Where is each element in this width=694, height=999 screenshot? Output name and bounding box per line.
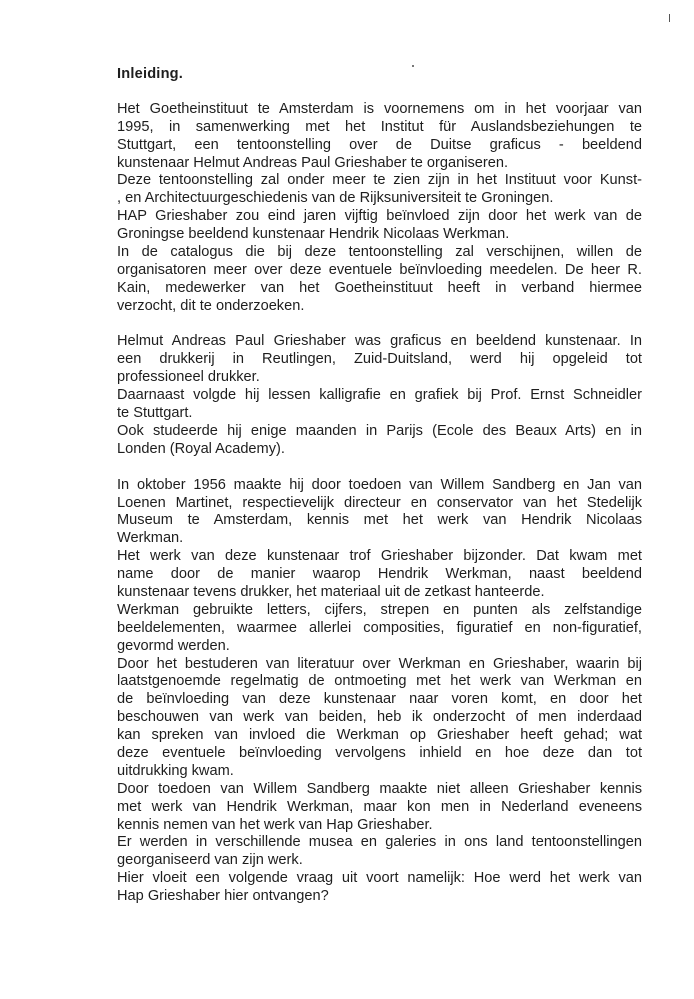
document-body (117, 101, 642, 906)
text-line: gevormd werden. (117, 637, 230, 654)
text-line: Stuttgart, een tentoonstelling over de Duitse graficus - beeldend (117, 136, 642, 153)
text-line: beeldelementen, waarmee allerlei composities, figuratief en non-figuratief, (117, 619, 642, 636)
text-line: In de catalogus die bij deze tentoonstelling zal verschijnen, willen de (117, 244, 642, 261)
text-line: Het Goetheinstituut te Amsterdam is voornemens om in het voorjaar van (117, 100, 642, 117)
text-line: Door toedoen van Willem Sandberg maakte niet alleen Grieshaber kennis (117, 780, 642, 797)
section (117, 333, 642, 458)
text-line: Werkman. (117, 530, 184, 547)
text-line: de beïnvloeding van deze kunstenaar naar voren komt, en door het (117, 691, 642, 708)
text-line: organisatoren meer over deze eventuele beïnvloeding meedelen. De heer R. (117, 261, 642, 278)
text-line: Hap Grieshaber hier ontvangen? (117, 888, 329, 905)
text-line: Er werden in verschillende musea en galeries in ons land tentoonstellingen (117, 834, 642, 851)
text-line: georganiseerd van zijn werk. (117, 852, 303, 869)
text-line: met werk van Hendrik Werkman, maar kon men in Nederland eveneens (117, 798, 642, 815)
text-line: professioneel drukker. (117, 369, 260, 386)
text-line: HAP Grieshaber zou eind jaren vijftig beïnvloed zijn door het werk van de (117, 208, 642, 225)
text-line: 1995, in samenwerking met het Institut für Auslandsbeziehungen te (117, 118, 642, 135)
text-line: beschouwen van werk van beiden, heb ik onderzocht of men inderdaad (117, 709, 642, 726)
text-line: name door de manier waarop Hendrik Werkman, naast beeldend (117, 566, 642, 583)
text-line: , en Architectuurgeschiedenis van de Rijksuniversiteit te Groningen. (117, 190, 554, 207)
text-line: Het werk van deze kunstenaar trof Grieshaber bijzonder. Dat kwam met (117, 548, 642, 565)
text-line: Londen (Royal Academy). (117, 440, 285, 457)
text-line: kunstenaar Helmut Andreas Paul Grieshaber te organiseren. (117, 154, 509, 171)
text-line: Loenen Martinet, respectievelijk directeur en conservator van het Stedelijk (117, 494, 642, 511)
text-line: Door het bestuderen van literatuur over Werkman en Grieshaber, waarin bij (117, 655, 642, 672)
text-line: Museum te Amsterdam, kennis met het werk van Hendrik Nicolaas (117, 512, 642, 529)
text-line: laatstgenoemde regelmatig de ontmoeting met het werk van Werkman en (117, 673, 642, 690)
margin-mark (669, 14, 670, 22)
text-line: verzocht, dit te onderzoeken. (117, 297, 305, 314)
text-line: deze eventuele beïnvloeding vervolgens inhield en hoe deze dan tot (117, 744, 642, 761)
text-line: een drukkerij in Reutlingen, Zuid-Duitsland, werd hij opgeleid tot (117, 351, 642, 368)
document-page (117, 66, 642, 906)
section (117, 101, 642, 316)
text-line: In oktober 1956 maakte hij door toedoen van Willem Sandberg en Jan van (117, 476, 642, 493)
text-line: Daarnaast volgde hij lessen kalligrafie en grafiek bij Prof. Ernst Schneidler (117, 387, 642, 404)
heading: Inleiding. (117, 66, 184, 82)
text-line: kunstenaar tevens drukker, het materiaal uit de zetkast hanteerde. (117, 583, 545, 600)
text-line: Kain, medewerker van het Goetheinstituut heeft in verband hiermee (117, 279, 642, 296)
text-line: kennis nemen van het werk van Hap Grieshaber. (117, 816, 433, 833)
text-line: Ook studeerde hij enige maanden in Parijs (Ecole des Beaux Arts) en in (117, 422, 642, 439)
text-line: te Stuttgart. (117, 405, 193, 422)
text-line: Hier vloeit een volgende vraag uit voort namelijk: Hoe werd het werk van (117, 870, 642, 887)
section-gap (117, 316, 642, 334)
text-line: Helmut Andreas Paul Grieshaber was graficus en beeldend kunstenaar. In (117, 333, 642, 350)
section-gap (117, 459, 642, 477)
section (117, 477, 642, 906)
text-line: uitdrukking kwam. (117, 762, 234, 779)
text-line: Groningse beeldend kunstenaar Hendrik Nicolaas Werkman. (117, 226, 510, 243)
text-line: Werkman gebruikte letters, cijfers, strepen en punten als zelfstandige (117, 601, 642, 618)
text-line: kan spreken van invloed die Werkman op Grieshaber heeft gehad; wat (117, 727, 642, 744)
text-line: Deze tentoonstelling zal onder meer te zien zijn in het Instituut voor Kunst- (117, 172, 642, 189)
